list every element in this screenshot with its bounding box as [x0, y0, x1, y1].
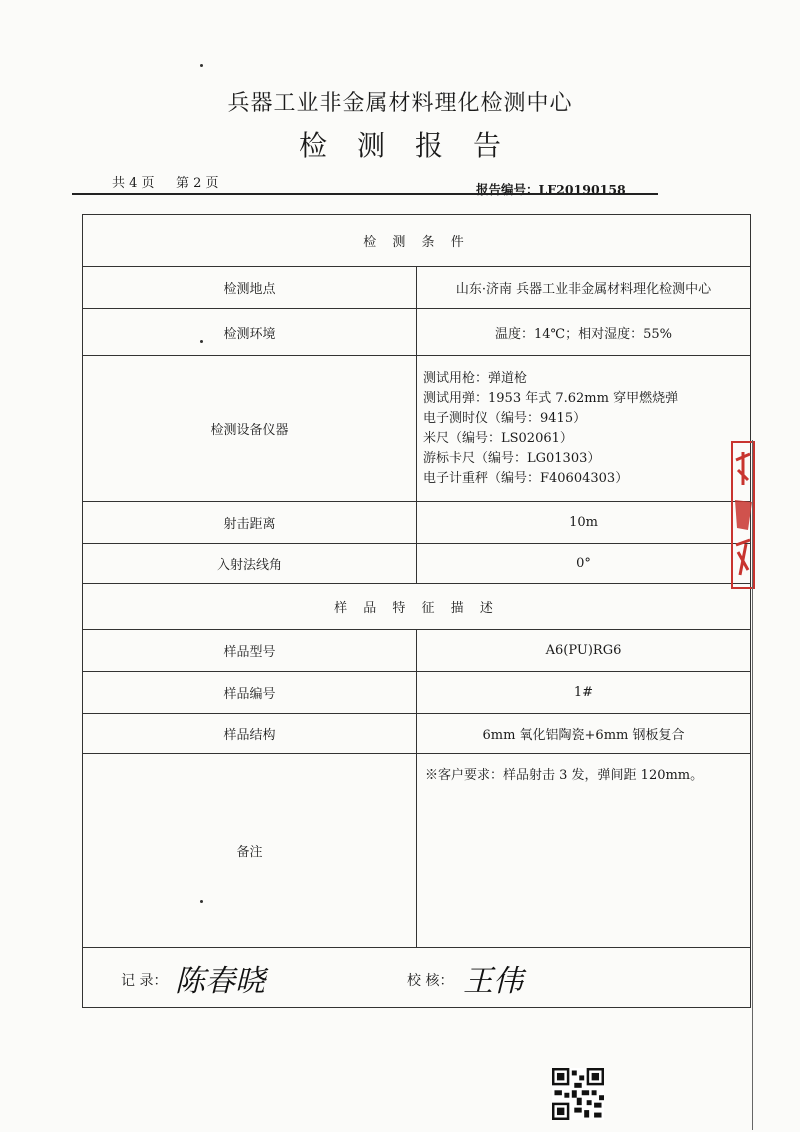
equipment-line: 米尺（编号：LS02061）	[423, 430, 573, 446]
distance-value: 10m	[417, 502, 751, 544]
checker-label: 校 核：	[407, 973, 454, 989]
model-label: 样品型号	[83, 630, 417, 672]
table-row	[83, 754, 751, 948]
report-title: 检测报告	[298, 129, 531, 162]
scan-speck	[200, 64, 203, 67]
table-row	[83, 267, 751, 309]
equipment-list	[417, 356, 751, 502]
conditions-section-title: 检 测 条 件	[83, 215, 751, 267]
table-row	[83, 502, 751, 544]
table-row	[83, 544, 751, 584]
table-row	[83, 584, 751, 630]
table-row	[83, 215, 751, 267]
table-row	[83, 356, 751, 502]
environment-value: 温度：14℃；相对湿度：55%	[417, 309, 751, 356]
location-label: 检测地点	[83, 267, 417, 309]
signature-row	[83, 948, 751, 1008]
recorder-signature: 陈春晓	[175, 964, 265, 999]
recorder-label: 记 录：	[121, 973, 168, 989]
page-total: 共 4 页	[112, 176, 155, 191]
location-value: 山东·济南 兵器工业非金属材料理化检测中心	[417, 267, 751, 309]
environment-label: 检测环境	[83, 309, 417, 356]
sample-number-value: 1#	[417, 672, 751, 714]
equipment-line: 游标卡尺（编号：LG01303）	[423, 450, 601, 466]
header-rule	[72, 193, 658, 195]
table-row	[83, 309, 751, 356]
sample-number-label: 样品编号	[83, 672, 417, 714]
page-current: 第 2 页	[176, 176, 219, 191]
table-row	[83, 630, 751, 672]
equipment-line: 电子计重秤（编号：F40604303）	[423, 470, 629, 486]
org-title: 兵器工业非金属材料理化检测中心	[227, 91, 573, 116]
checker-signature: 王伟	[463, 964, 523, 999]
equipment-label: 检测设备仪器	[83, 356, 417, 502]
model-value: A6(PU)RG6	[417, 630, 751, 672]
distance-label: 射击距离	[83, 502, 417, 544]
scan-speck	[200, 900, 203, 903]
equipment-line: 测试用枪：弹道枪	[423, 370, 528, 386]
sample-section-title: 样 品 特 征 描 述	[83, 584, 751, 630]
remark-label: 备注	[83, 754, 417, 948]
table-row	[83, 948, 751, 1008]
report-table	[82, 214, 751, 1008]
structure-value: 6mm 氧化铝陶瓷+6mm 钢板复合	[417, 714, 751, 754]
report-number: 报告编号：LF20190158	[476, 182, 626, 197]
table-row	[83, 714, 751, 754]
table-row	[83, 672, 751, 714]
remark-value: ※客户要求：样品射击 3 发，弹间距 120mm。	[417, 754, 751, 948]
angle-label: 入射法线角	[83, 544, 417, 584]
equipment-line: 测试用弹：1953 年式 7.62mm 穿甲燃烧弹	[423, 390, 679, 406]
qr-code-icon	[552, 1068, 604, 1120]
equipment-line: 电子测时仪（编号：9415）	[423, 410, 587, 426]
red-stamp-fragment	[728, 440, 758, 590]
structure-label: 样品结构	[83, 714, 417, 754]
angle-value: 0°	[417, 544, 751, 584]
scan-speck	[200, 340, 203, 343]
page-edge-line	[752, 440, 753, 1130]
